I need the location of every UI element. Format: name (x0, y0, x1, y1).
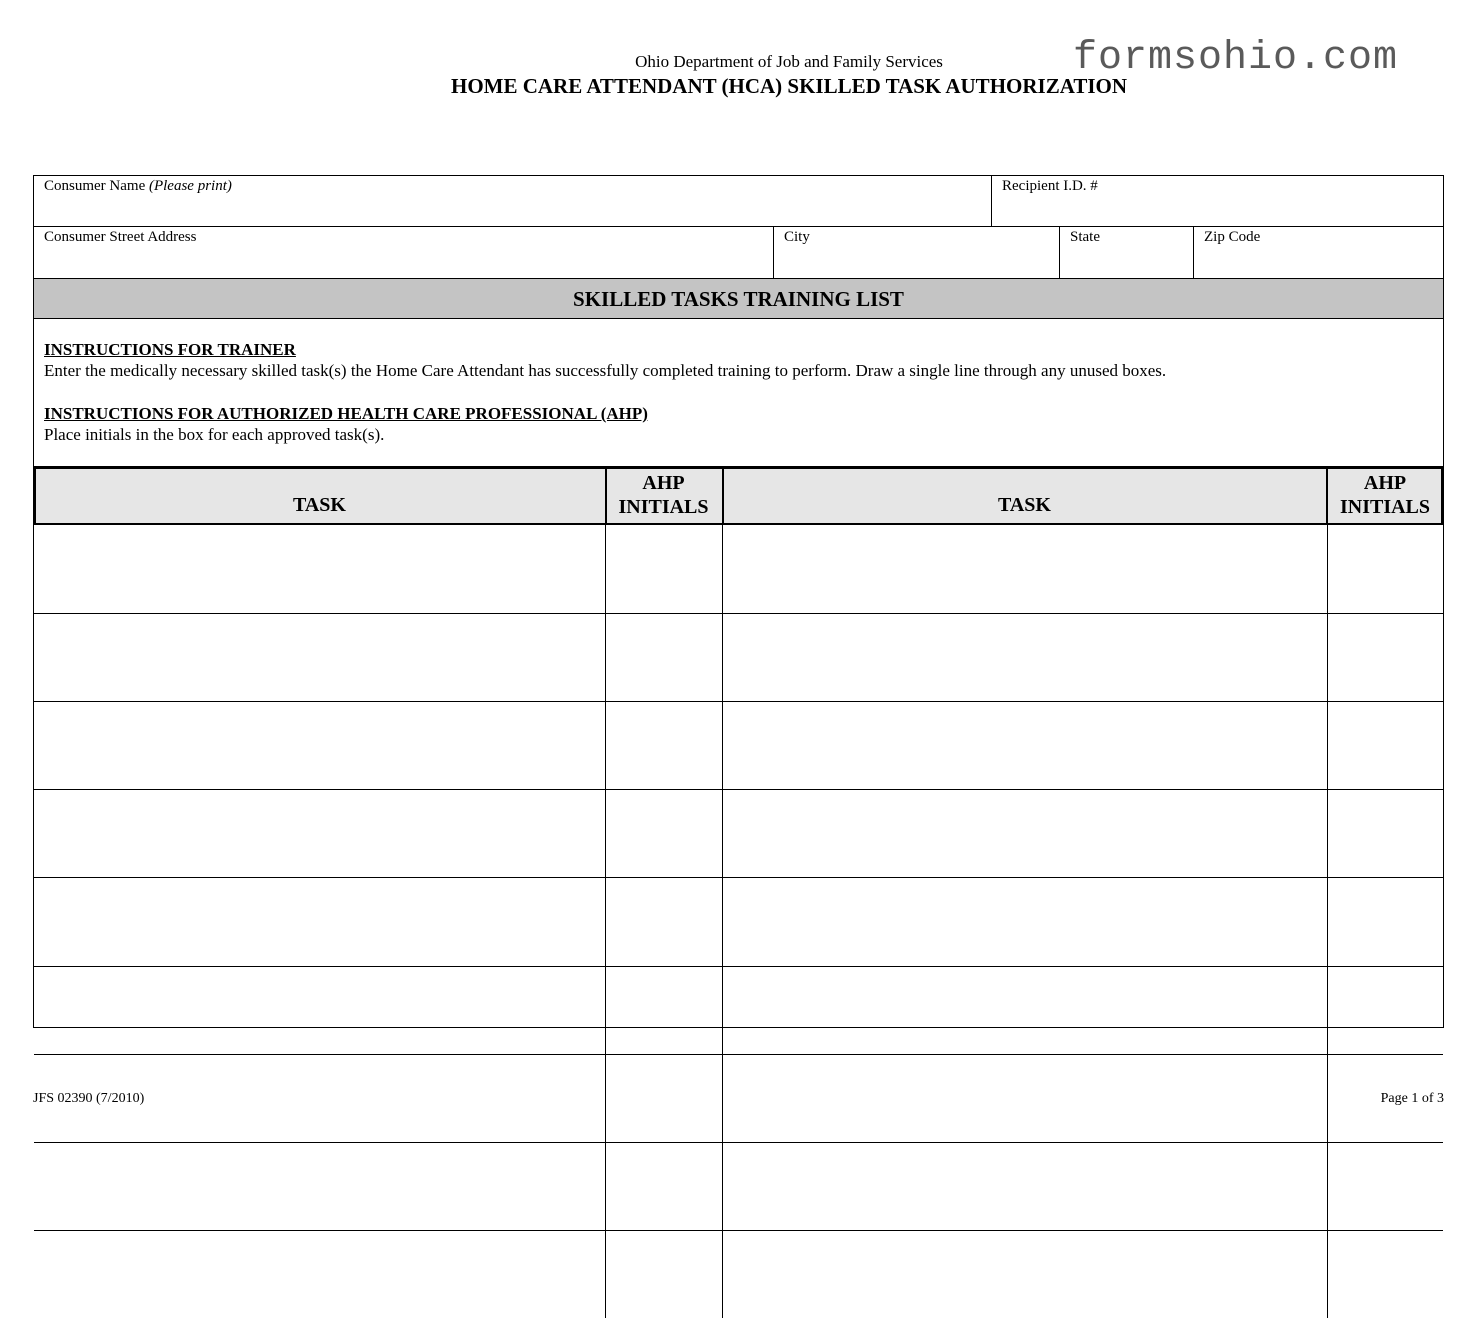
header-initials-line2: INITIALS (1339, 496, 1431, 518)
zip-code-label: Zip Code (1204, 229, 1261, 245)
header-initials-line1: AHP (1363, 472, 1407, 494)
ahp-initials-cell-right[interactable] (1327, 1142, 1443, 1230)
form-title: HOME CARE ATTENDANT (HCA) SKILLED TASK AUTHORIZATION (450, 74, 1127, 98)
ahp-initials-cell-left[interactable] (605, 1230, 722, 1318)
task-cell-left[interactable] (34, 1230, 605, 1318)
ahp-instructions-text: Place initials in the box for each approved task(s). (44, 425, 385, 444)
state-field[interactable] (1060, 227, 1193, 278)
ahp-initials-cell-right[interactable] (1327, 966, 1443, 1054)
ahp-initials-cell-left[interactable] (605, 966, 722, 1054)
task-cell-right[interactable] (722, 701, 1327, 789)
city-label: City (784, 229, 810, 245)
form-number: JFS 02390 (7/2010) (33, 1091, 145, 1106)
ahp-initials-cell-left[interactable] (605, 1054, 722, 1142)
consumer-name-field[interactable] (34, 176, 991, 227)
ahp-instructions-heading: INSTRUCTIONS FOR AUTHORIZED HEALTH CARE PROFESSIONAL (AHP) (44, 404, 648, 423)
recipient-id-field[interactable] (992, 176, 1443, 227)
ahp-initials-cell-right[interactable] (1327, 613, 1443, 701)
task-cell-left[interactable] (34, 877, 605, 965)
task-table (34, 466, 1443, 1028)
street-address-field[interactable] (34, 227, 773, 278)
page-number: Page 1 of 3 (1380, 1091, 1444, 1106)
ahp-initials-cell-right[interactable] (1327, 701, 1443, 789)
agency-name: Ohio Department of Job and Family Services (635, 52, 943, 71)
trainer-instructions-heading: INSTRUCTIONS FOR TRAINER (44, 340, 296, 359)
ahp-initials-cell-left[interactable] (605, 525, 722, 613)
ahp-initials-cell-right[interactable] (1327, 525, 1443, 613)
task-cell-right[interactable] (722, 1054, 1327, 1142)
ahp-initials-cell-left[interactable] (605, 789, 722, 877)
task-cell-right[interactable] (722, 789, 1327, 877)
recipient-id-label: Recipient I.D. # (1002, 178, 1098, 194)
task-cell-left[interactable] (34, 966, 605, 1054)
task-cell-right[interactable] (722, 966, 1327, 1054)
ahp-initials-cell-left[interactable] (605, 613, 722, 701)
task-cell-left[interactable] (34, 1142, 605, 1230)
task-cell-left[interactable] (34, 789, 605, 877)
ahp-initials-cell-right[interactable] (1327, 1230, 1443, 1318)
ahp-initials-cell-right[interactable] (1327, 877, 1443, 965)
task-cell-right[interactable] (722, 1142, 1327, 1230)
watermark: formsohio.com (1073, 36, 1399, 81)
ahp-initials-cell-right[interactable] (1327, 789, 1443, 877)
task-cell-right[interactable] (722, 1230, 1327, 1318)
trainer-instructions-text: Enter the medically necessary skilled task(s) the Home Care Attendant has successfully completed training to perform. Draw a single line through any unused boxes. (44, 361, 1167, 380)
task-cell-left[interactable] (34, 525, 605, 613)
street-address-label: Consumer Street Address (44, 229, 197, 245)
header-initials-line1: AHP (642, 472, 685, 494)
state-label: State (1070, 229, 1100, 245)
header-task-left: TASK (34, 466, 605, 525)
header-task-right: TASK (722, 466, 1327, 525)
section-title: SKILLED TASKS TRAINING LIST (34, 278, 1443, 319)
ahp-initials-cell-left[interactable] (605, 1142, 722, 1230)
consumer-name-hint: (Please print) (148, 178, 232, 194)
task-cell-right[interactable] (722, 877, 1327, 965)
form-frame (33, 175, 1444, 1028)
city-field[interactable] (774, 227, 1059, 278)
task-cell-left[interactable] (34, 701, 605, 789)
consumer-name-label: Consumer Name (Please print) (44, 178, 232, 194)
task-cell-right[interactable] (722, 613, 1327, 701)
task-cell-left[interactable] (34, 613, 605, 701)
task-cell-right[interactable] (722, 525, 1327, 613)
ahp-initials-cell-left[interactable] (605, 701, 722, 789)
zip-code-field[interactable] (1194, 227, 1443, 278)
ahp-initials-cell-left[interactable] (605, 877, 722, 965)
header-initials-line2: INITIALS (618, 496, 709, 518)
